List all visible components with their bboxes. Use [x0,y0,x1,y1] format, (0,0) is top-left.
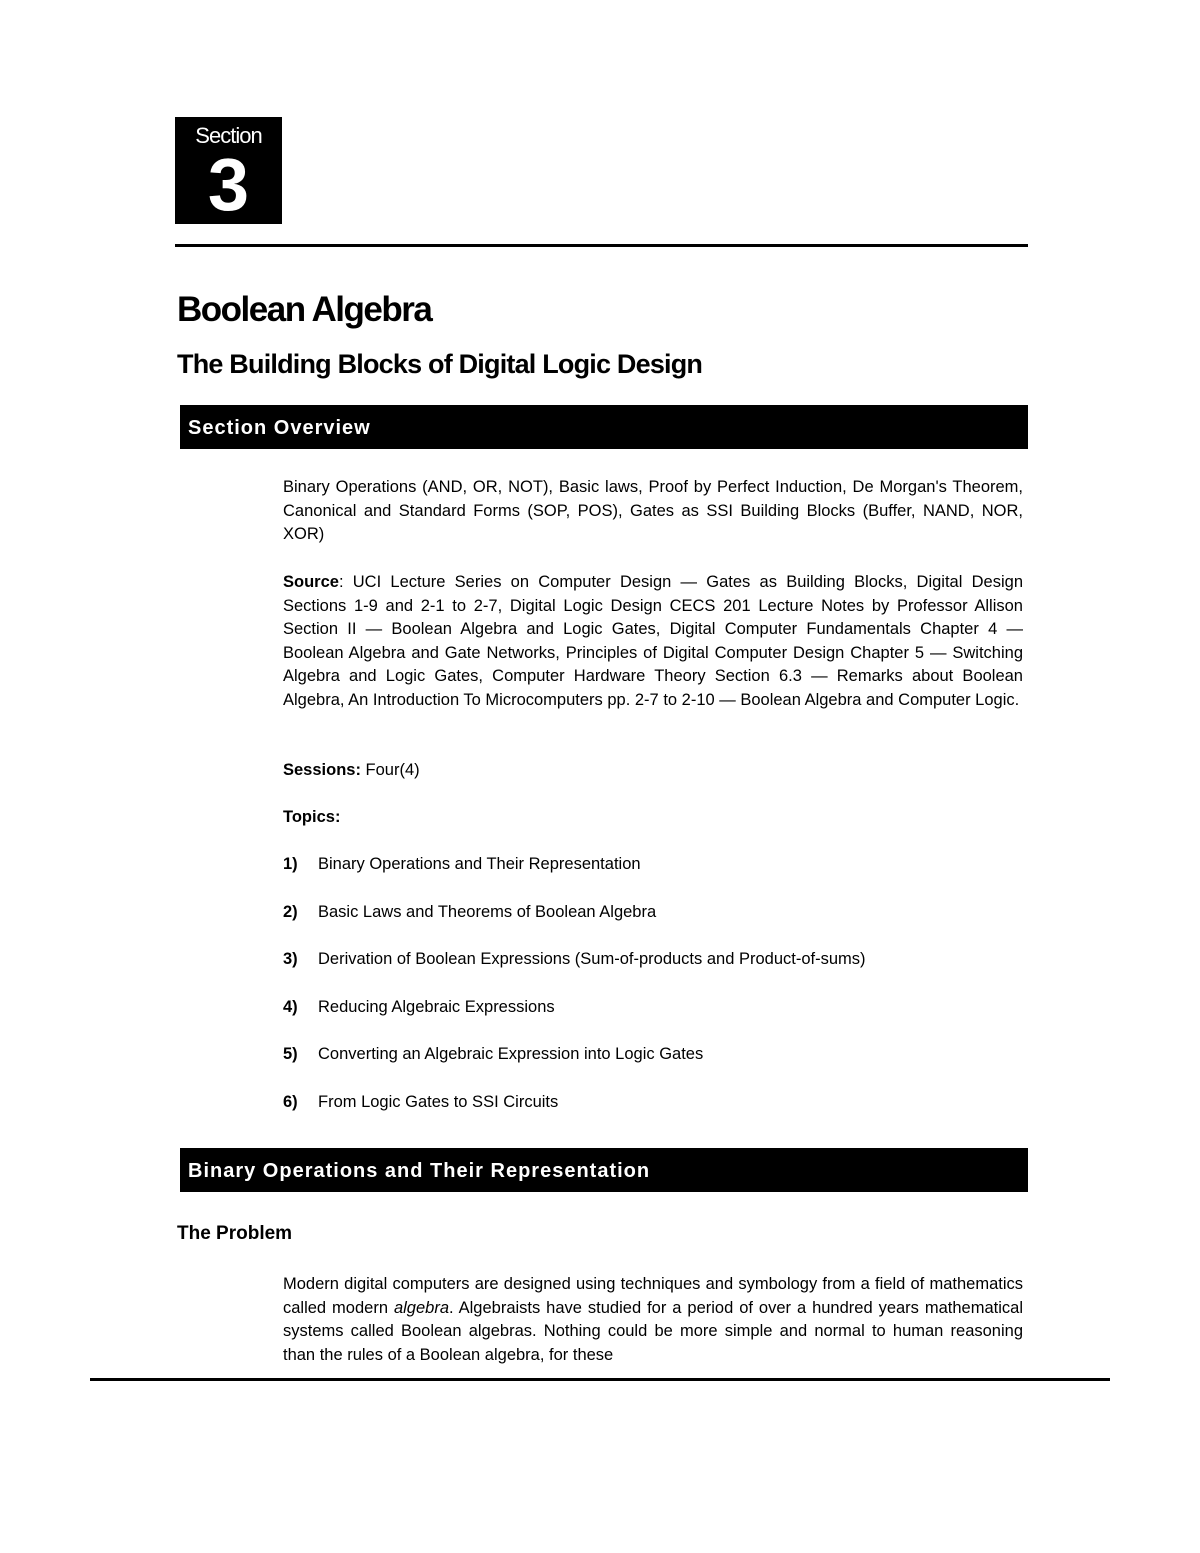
document-title: Boolean Algebra [177,290,432,329]
topic-number: 4) [283,998,298,1016]
topic-number: 5) [283,1045,298,1063]
topic-number: 3) [283,950,298,968]
bottom-divider [90,1378,1110,1381]
document-subtitle: The Building Blocks of Digital Logic Design [177,349,703,379]
overview-summary: Binary Operations (AND, OR, NOT), Basic laws, Proof by Perfect Induction, De Morgan's Theorem, Canonical and Standard Forms (SOP, POS), Gates as SSI Building Blocks (Buffer, NAND, NOR, XOR) [283,478,1023,543]
list-item [283,1043,1023,1067]
topic-number: 6) [283,1093,298,1111]
problem-paragraph [283,1273,1023,1367]
section-badge-label: Section [195,123,262,148]
list-item [283,1091,1023,1115]
topic-number: 2) [283,903,298,921]
topic-text: From Logic Gates to SSI Circuits [318,1093,559,1111]
source-text: : UCI Lecture Series on Computer Design — Gates as Building Blocks, Digital Design Sections 1-9 and 2-1 to 2-7, Digital Logic Design CECS 201 Lecture Notes by Professor Allison Section II — Boolean Algebra and Logic Gates, Digital Computer Fundamentals Chapter 4 — Boolean Algebra and Gate Networks, Principles of Digital Computer Design Chapter 5 — Switching Algebra and Logic Gates, Computer Hardware Theory Section 6.3 — Remarks about Boolean Algebra, An Introduction To Microcomputers pp. 2-7 to 2-10 — Boolean Algebra and Computer Logic. [283,573,1023,709]
sessions-value: Four(4) [360,761,420,779]
top-divider [175,244,1028,247]
binary-operations-bar: Binary Operations and Their Representation [180,1148,1028,1192]
source-paragraph [283,571,1023,712]
topic-text: Derivation of Boolean Expressions (Sum-of-products and Product-of-sums) [318,950,866,968]
section-badge [175,117,282,224]
list-item [283,948,1023,972]
list-item [283,853,1023,877]
sessions-label: Sessions: [283,761,361,779]
topic-text: Basic Laws and Theorems of Boolean Algebra [318,903,657,921]
source-label: Source [283,573,339,591]
problem-text-end: . Algebraists have studied for a period of over a hundred years mathematical systems called Boolean algebras. Nothing could be more simple and normal to human reasoning than the rules of a Boolean algebra, for these [283,1298,1023,1364]
problem-text-emphasis: algebra [393,1298,449,1317]
problem-text-start: Modern digital computers are designed using techniques and symbology from a field of mathematics called modern [283,1275,1023,1317]
sessions-line [283,759,1023,783]
list-item [283,901,1023,925]
section-badge-number: 3 [207,143,250,226]
topics-heading: Topics: [283,808,341,826]
topic-text: Converting an Algebraic Expression into Logic Gates [318,1045,704,1063]
problem-heading: The Problem [177,1223,293,1244]
topic-number: 1) [283,855,298,873]
list-item [283,996,1023,1020]
topic-text: Reducing Algebraic Expressions [318,998,555,1016]
topic-text: Binary Operations and Their Representation [318,855,641,873]
section-overview-bar: Section Overview [180,405,1028,449]
